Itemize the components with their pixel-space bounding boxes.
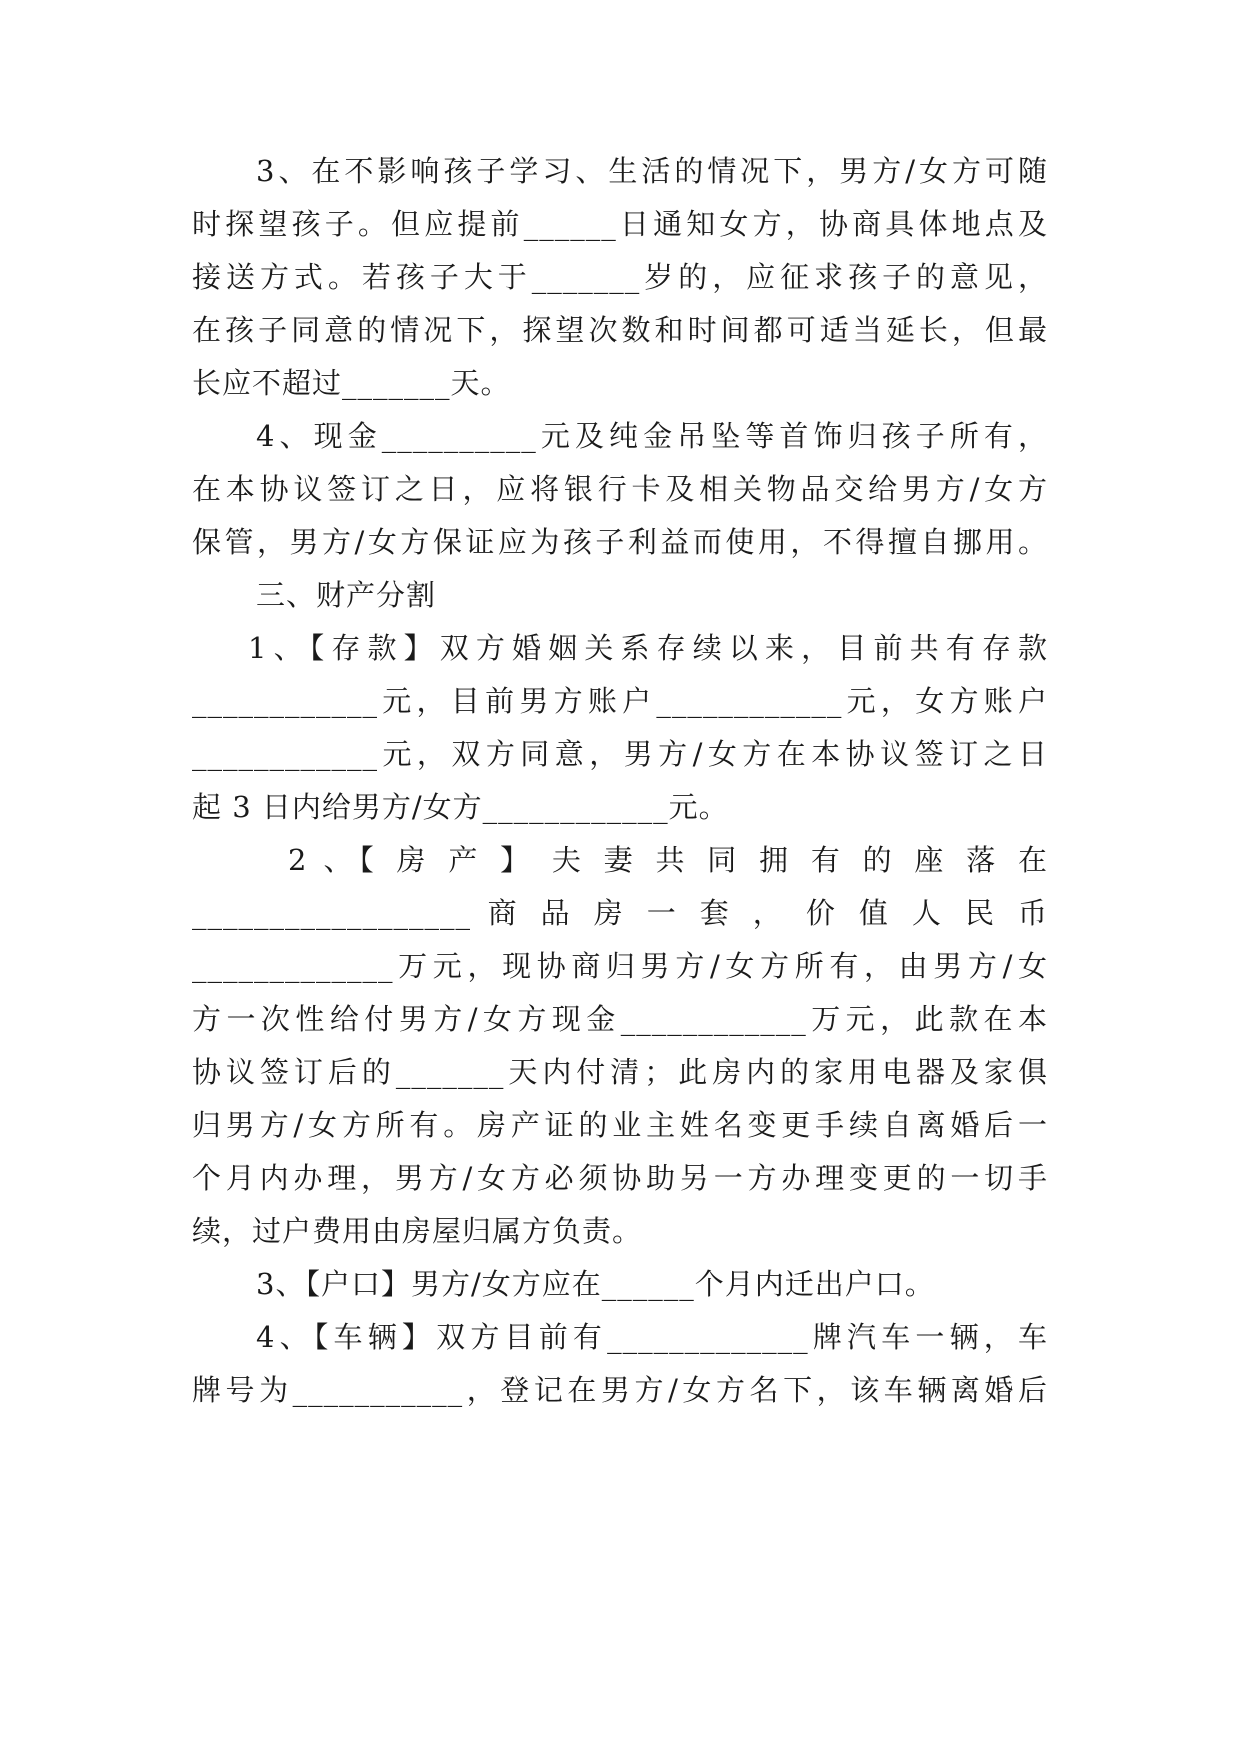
text-line: 4、现金__________元及纯金吊坠等首饰归孩子所有， (256, 419, 1048, 453)
text-line: 2 、【 房 产 】 夫 妻 共 同 拥 有 的 座 落 在 (288, 843, 1048, 877)
text-line: 起 3 日内给男方/女方____________元。 (192, 790, 729, 824)
text-line: 长应不超过_______天。 (192, 366, 511, 400)
text-line: 1、【存款】双方婚姻关系存续以来，目前共有存款 (248, 631, 1048, 665)
text-line: 续，过户费用由房屋归属方负责。 (192, 1214, 643, 1248)
section-heading: 三、财产分割 (256, 578, 437, 612)
text-line: 在孩子同意的情况下，探望次数和时间都可适当延长，但最 (192, 313, 1048, 347)
text-line: ____________元，目前男方账户____________元，女方账户 (192, 684, 1048, 718)
text-line: ____________元，双方同意，男方/女方在本协议签订之日 (192, 737, 1048, 771)
text-line: 时探望孩子。但应提前______日通知女方，协商具体地点及 (192, 207, 1048, 241)
text-line: 3、在不影响孩子学习、生活的情况下，男方/女方可随 (256, 154, 1048, 188)
text-line: 接送方式。若孩子大于_______岁的，应征求孩子的意见， (192, 260, 1048, 294)
text-line: 4、【车辆】双方目前有_____________牌汽车一辆，车 (256, 1320, 1048, 1354)
text-line: 方一次性给付男方/女方现金____________万元，此款在本 (192, 1002, 1048, 1036)
text-line: 协议签订后的_______天内付清；此房内的家用电器及家俱 (192, 1055, 1048, 1089)
text-line: 保管，男方/女方保证应为孩子利益而使用，不得擅自挪用。 (192, 525, 1048, 559)
text-line: 在本协议签订之日，应将银行卡及相关物品交给男方/女方 (192, 472, 1048, 506)
text-line: __________________ 商 品 房 一 套 ， 价 值 人 民 币 (192, 896, 1048, 930)
text-line: _____________万元，现协商归男方/女方所有，由男方/女 (192, 949, 1048, 983)
text-line: 归男方/女方所有。房产证的业主姓名变更手续自离婚后一 (192, 1108, 1048, 1142)
text-line: 牌号为___________，登记在男方/女方名下，该车辆离婚后 (192, 1373, 1048, 1407)
text-line: 个月内办理，男方/女方必须协助另一方办理变更的一切手 (192, 1161, 1048, 1195)
text-line: 3、【户口】男方/女方应在______个月内迁出户口。 (256, 1267, 935, 1301)
